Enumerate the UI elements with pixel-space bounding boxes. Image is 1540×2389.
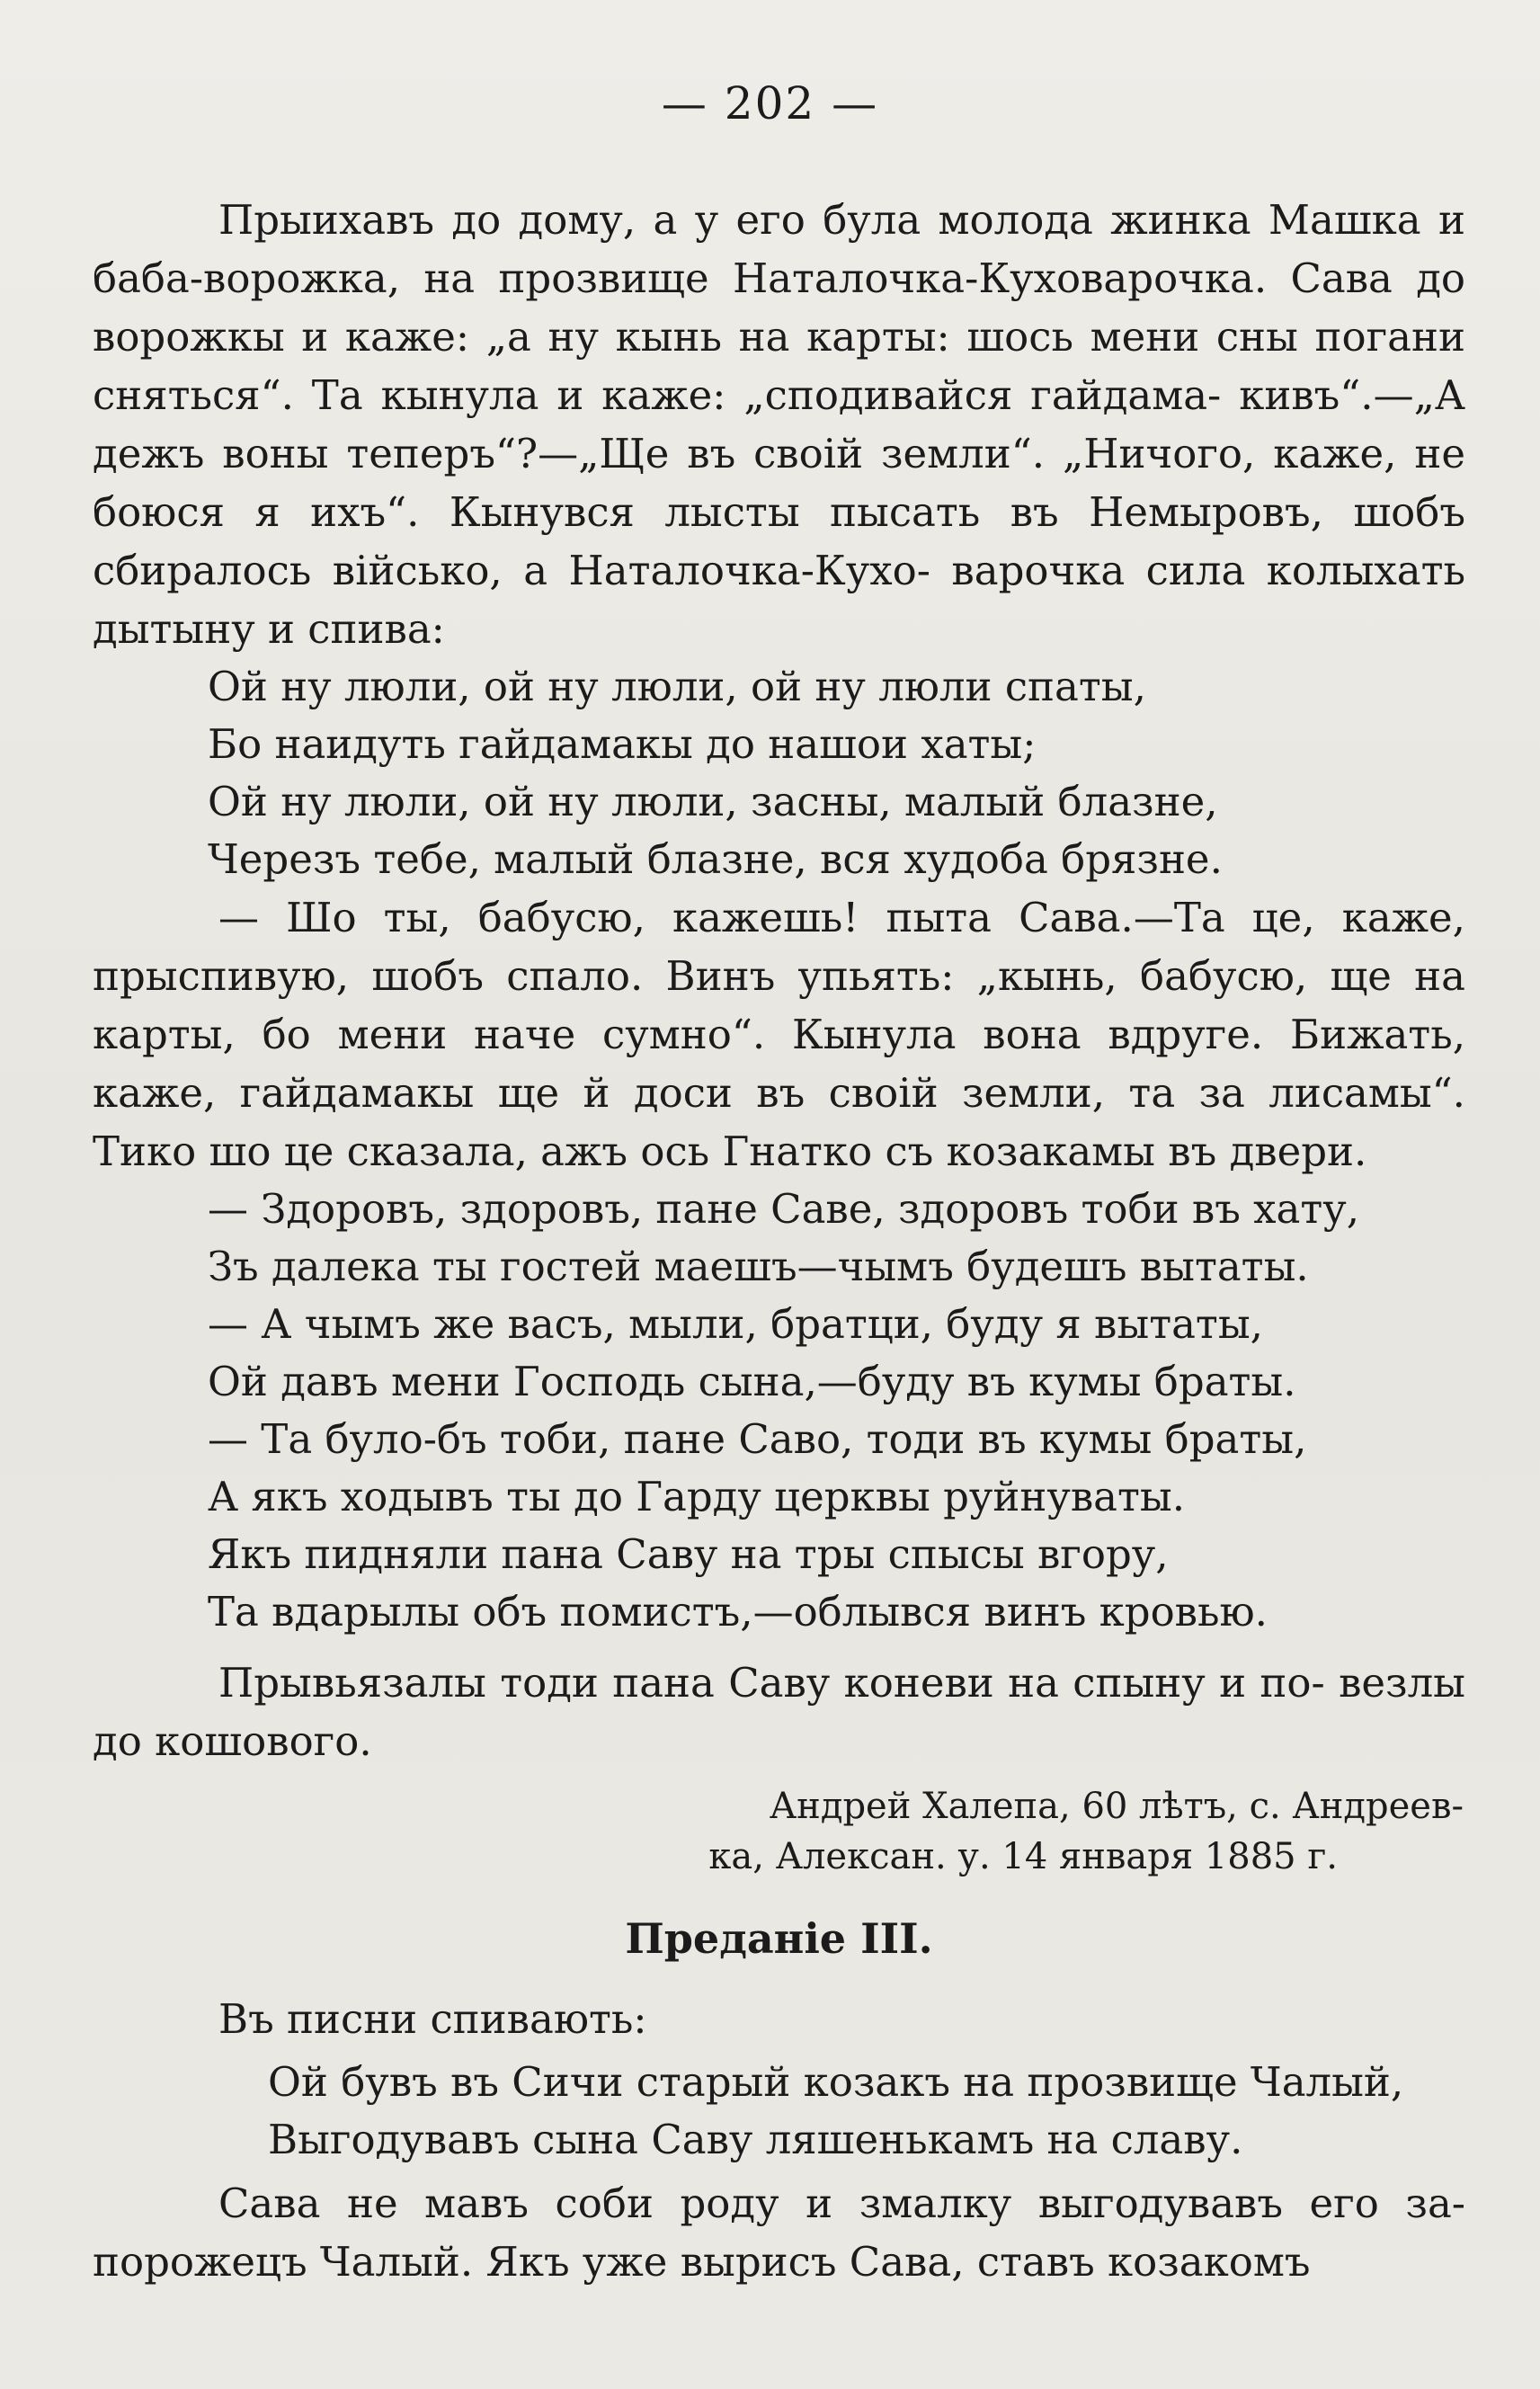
verse-line: — Здоровъ, здоровъ, пане Саве, здоровъ тоби въ хату, <box>208 1185 1360 1233</box>
verse-line: Черезъ тебе, малый блазне, вся худоба брязне. <box>208 835 1223 883</box>
text-line: Тико шо це сказала, ажъ ось Гнатко съ козакамы въ <box>93 1128 1217 1175</box>
paragraph-1 <box>93 191 1465 658</box>
song-verse <box>93 2054 1465 2169</box>
verse-line: Выгодувавъ сына Саву ляшенькамъ на славу. <box>268 2116 1243 2163</box>
verse-line: — А чымъ же васъ, мыли, братци, буду я вытаты, <box>208 1300 1263 1348</box>
verse-line: Ой давъ мени Господь сына,—буду въ кумы браты. <box>208 1358 1296 1405</box>
intro-line: Въ писни спивають: <box>218 1995 647 2043</box>
paragraph-4 <box>93 2174 1465 2291</box>
verse-line: Ой бувъ въ Сичи старый козакъ на прозвище Чалый, <box>268 2058 1404 2106</box>
text-line: „Ничого, каже, не боюся я ихъ“. Кынувся лысты пысать <box>93 430 1465 536</box>
text-line: — Шо ты, бабусю, кажешь! пыта Сава.—Та це, каже, <box>218 894 1465 941</box>
signature-line: Андрей Халепа, 60 лѣтъ, с. Андреев- <box>769 1786 1464 1827</box>
dialogue-verse <box>93 1181 1465 1641</box>
page-number: — 202 — <box>661 77 879 129</box>
text-line: Сава не мавъ соби роду и змалку выгодувавъ его за- <box>218 2180 1465 2227</box>
text-line: двери. <box>1229 1128 1367 1175</box>
paragraph-2 <box>93 888 1465 1181</box>
signature-line: ка, Алексан. у. 14 января 1885 г. <box>708 1836 1338 1877</box>
text-line: и баба-ворожка, на прозвище Наталочка-Куховарочка. Сава <box>93 196 1465 302</box>
text-line: Прыихавъ до дому, а у его була молода жинка Машка <box>218 196 1421 244</box>
verse-line: Та вдарылы объ помистъ,—облывся винъ кровью. <box>208 1588 1268 1636</box>
verse-line: Зъ далека ты гостей маешъ—чымъ будешъ вытаты. <box>208 1243 1309 1290</box>
lullaby-verse <box>93 658 1465 888</box>
text-line: кивъ“.—„А дежъ воны теперъ“?—„Ще въ своiй земли“. <box>93 371 1465 477</box>
informant-signature <box>93 1781 1465 1882</box>
text-line: порожецъ Чалый. Якъ уже вырисъ Сава, ставъ козакомъ <box>93 2238 1311 2286</box>
verse-line: Ой ну люли, ой ну люли, засны, малый блазне, <box>208 778 1218 825</box>
text-line: Прывьязалы тоди пана Саву коневи на спыну и по- <box>218 1659 1325 1707</box>
text-line: везлы до кошового. <box>93 1659 1465 1765</box>
text-line: въ Немыровъ, шобъ сбиралось вiйсько, а Наталочка-Кухо- <box>93 488 1465 594</box>
verse-line: А якъ ходывъ ты до Гарду церквы руйнуваты. <box>208 1473 1186 1520</box>
paragraph-3 <box>93 1654 1465 1770</box>
section-heading: Преданiе III. <box>625 1914 933 1963</box>
text-line: погани сняться“. Та кынула и каже: „сподивайся гайдама- <box>93 313 1465 419</box>
verse-line: Ой ну люли, ой ну люли, ой ну люли спаты, <box>208 663 1146 710</box>
verse-line: Якъ пидняли пана Саву на тры спысы вгору, <box>208 1530 1169 1578</box>
text-line: до ворожкы и каже: „а ну кынь на карты: шось мени сны <box>93 254 1465 361</box>
verse-line: — Та було-бъ тоби, пане Саво, тоди въ кумы браты, <box>208 1415 1307 1463</box>
text-line: варочка сила колыхать дытыну и спива: <box>93 547 1465 653</box>
text-column <box>93 191 1465 2291</box>
verse-line: Бо наидуть гайдамакы до нашои хаты; <box>208 720 1037 768</box>
text-line: каже, гайдамакы ще й доси въ своiй земли, та за лисамы“. <box>93 1069 1465 1117</box>
text-line: прыспивую, шобъ спало. Винъ упьять: „кынь, бабусю, ще на <box>93 952 1465 1000</box>
text-line: карты, бо мени наче сумно“. Кынула вона вдруге. Бижать, <box>93 1011 1465 1058</box>
